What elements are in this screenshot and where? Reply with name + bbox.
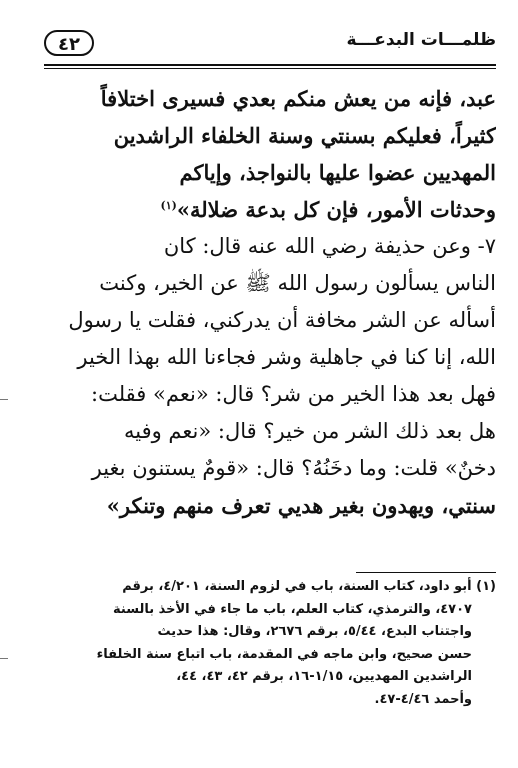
text-line: ٧- وعن حذيفة رضي الله عنه قال: كان <box>163 234 496 258</box>
text-line-with-ref <box>52 191 496 228</box>
page-number-badge: ٤٢ <box>44 30 94 56</box>
header-rule-thin <box>44 68 496 69</box>
footnote-line: واجتناب البدع، ٥/٤٤، برقم ٢٦٧٦، وقال: هذا حديث <box>157 624 472 639</box>
text-line: الله، إنا كنا في جاهلية وشر فجاءنا الله بهذا الخير <box>77 345 496 369</box>
running-title: ظلمـــات البدعـــة <box>346 30 496 50</box>
scan-margin-mark <box>0 399 8 400</box>
header-rule <box>44 64 496 66</box>
text-line: سنتي، ويهدون بغير هديي تعرف منهم وتنكر» <box>106 493 496 518</box>
scan-margin-mark <box>0 658 8 659</box>
footnote-line: وأحمد ٤/٤٦-٤٧. <box>374 691 472 707</box>
text-line: هل بعد ذلك الشر من خير؟ قال: «نعم وفيه <box>123 419 496 443</box>
text-line: أسأله عن الشر مخافة أن يدركني، فقلت يا رسول <box>68 308 496 332</box>
footnote-line: حسن صحيح، وابن ماجه في المقدمة، باب اتباع سنة الخلفاء <box>96 646 472 662</box>
footnote-line: ٤٧٠٧، والترمذي، كتاب العلم، باب ما جاء في الأخذ بالسنة <box>113 601 472 617</box>
footnote-line: (١) أبو داود، كتاب السنة، باب في لزوم السنة، ٤/٢٠١، برقم <box>122 579 496 594</box>
main-text <box>52 80 496 524</box>
text-line: المهديين عضوا عليها بالنواجذ، وإياكم <box>179 160 496 185</box>
text-line: كثيراً، فعليكم بسنتي وسنة الخلفاء الراشدين <box>113 123 496 148</box>
footnote-line: الراشدين المهديين، ١/١٥-١٦، برقم ٤٢، ٤٣، ٤٤، <box>176 669 472 684</box>
footnote-marker: (١) <box>160 199 177 212</box>
text-line: دخنٌ» قلت: وما دخَنُهُ؟ قال: «قومٌ يستنون بغير <box>91 456 496 480</box>
text-line: الناس يسألون رسول الله ﷺ عن الخير، وكنت <box>99 271 496 295</box>
text-line: عبد، فإنه من يعش منكم بعدي فسيرى اختلافاً <box>100 86 496 111</box>
text-line-content: وحدثات الأمور، فإن كل بدعة ضلالة» <box>176 197 496 222</box>
footnotes <box>48 576 496 711</box>
text-line: فهل بعد هذا الخير من شر؟ قال: «نعم» فقلت: <box>91 382 496 406</box>
page-header <box>44 30 496 66</box>
footnote-separator <box>356 572 496 573</box>
